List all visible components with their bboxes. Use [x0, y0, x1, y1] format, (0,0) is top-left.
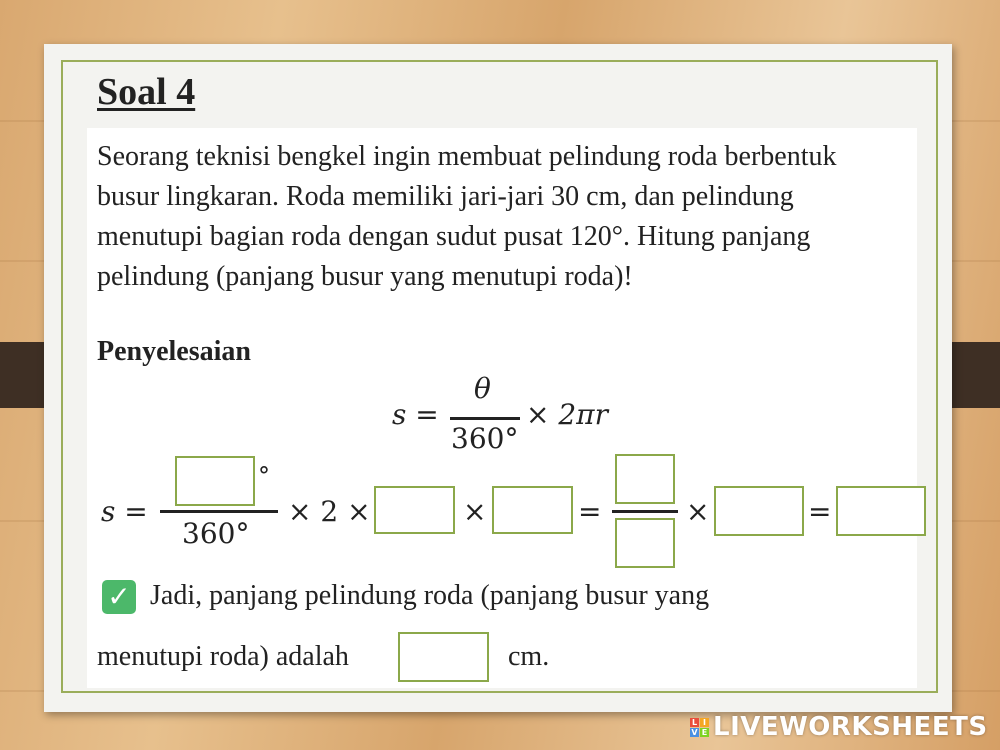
numerator-input[interactable] — [615, 454, 675, 504]
equals-sign-2: = — [808, 495, 832, 528]
solution-heading: Penyelesaian — [97, 336, 251, 367]
denominator-input[interactable] — [615, 518, 675, 568]
answer-unit: cm. — [508, 641, 550, 672]
equals-sign: = — [578, 495, 602, 528]
checkmark-icon[interactable]: ✓ — [102, 580, 136, 614]
times-sign: × — [463, 495, 487, 528]
formula-fraction-bar — [450, 417, 520, 420]
work-lhs: s = — [101, 495, 148, 528]
logo-letter-v: V — [691, 727, 698, 737]
result-fraction-bar — [612, 510, 678, 513]
times-two-text: × 2 × — [288, 495, 371, 528]
formula-rhs: × 2πr — [526, 398, 608, 431]
logo-letter-i: I — [700, 718, 709, 727]
logo-text: LIVEWORKSHEETS — [713, 712, 988, 742]
formula-numerator: θ — [474, 372, 491, 405]
logo-letter-l: L — [691, 717, 698, 727]
result-input[interactable] — [836, 486, 926, 536]
question-title: Soal 4 — [97, 71, 196, 113]
answer-line-2: menutupi roda) adalah — [97, 641, 349, 672]
logo-letter-e: E — [701, 727, 708, 737]
angle-input[interactable] — [175, 456, 255, 506]
answer-line-1: Jadi, panjang pelindung roda (panjang busur yang — [150, 580, 710, 611]
multiplier-input[interactable] — [714, 486, 804, 536]
work-fraction-bar — [160, 510, 278, 513]
final-answer-input[interactable] — [398, 632, 489, 682]
problem-statement: Seorang teknisi bengkel ingin membuat pelindung roda berbentuk busur lingkaran. Roda memiliki jari-jari 30 cm, dan pelindung menutupi bagian roda dengan sudut pusat 120°. Hitung panjang pelindung (panjang busur yang menutupi roda)! — [97, 141, 837, 292]
formula-denominator: 360° — [451, 422, 519, 455]
degree-mark: ° — [258, 462, 270, 490]
formula-lhs: s = — [392, 398, 439, 431]
work-denominator: 360° — [182, 517, 250, 550]
radius-input[interactable] — [492, 486, 573, 534]
logo-mark-icon — [690, 718, 709, 737]
pi-input[interactable] — [374, 486, 455, 534]
liveworksheets-logo — [690, 712, 988, 742]
times-sign-2: × — [686, 495, 710, 528]
